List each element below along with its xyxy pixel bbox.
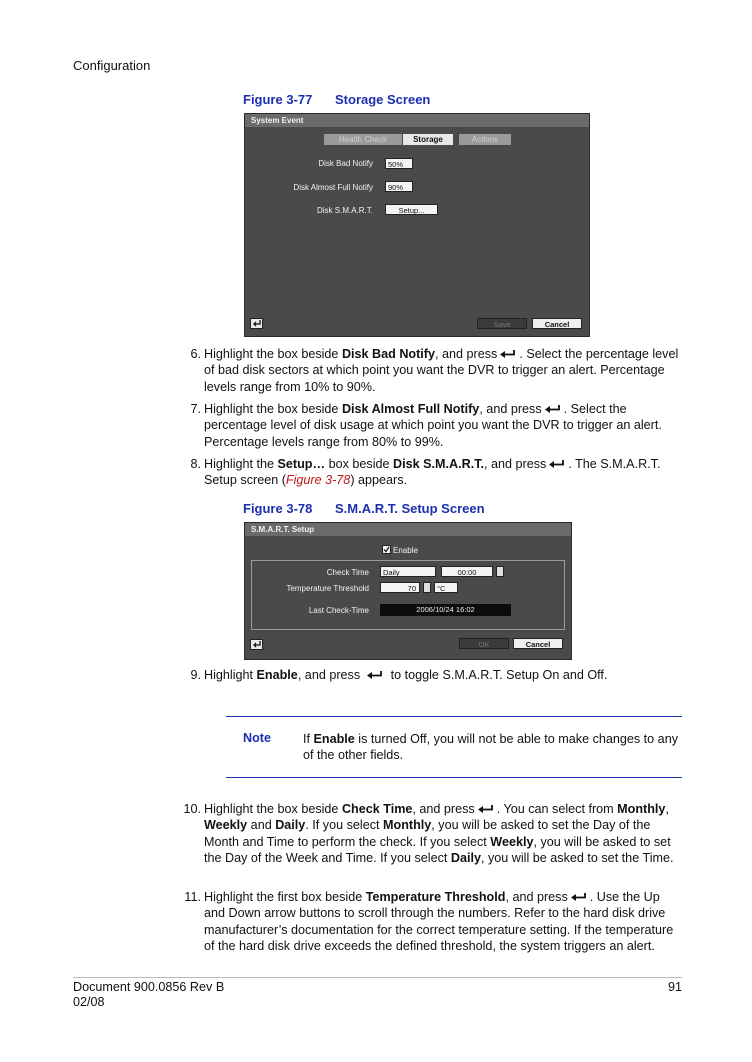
- check-time-input[interactable]: 00:00: [441, 566, 493, 577]
- step-number: 8.: [190, 457, 201, 471]
- check-time-mode-select[interactable]: Daily: [380, 566, 436, 577]
- ui-term: Daily: [275, 818, 306, 833]
- step-text-part: . If you select: [305, 818, 384, 833]
- step-number: 11.: [184, 890, 201, 904]
- step-text-part: Highlight the box beside: [204, 402, 342, 416]
- disk-bad-notify-select[interactable]: 50%: [385, 158, 413, 169]
- step-text-part: to toggle S.M.A.R.T. Setup On and Off.: [387, 668, 608, 682]
- ui-term: Check Time: [341, 802, 413, 816]
- note-text: [303, 731, 678, 764]
- step-text: [204, 801, 682, 866]
- ui-term: Disk Bad Notify: [341, 347, 436, 361]
- back-icon[interactable]: [250, 639, 263, 650]
- disk-almost-full-notify-select[interactable]: 90%: [385, 181, 413, 192]
- enable-label: Enable: [393, 546, 418, 555]
- ui-term: Weekly: [490, 834, 534, 849]
- step-text-part: , you will be asked to set the Day of the Month and Time to perform the check. If you select: [204, 818, 651, 849]
- ui-term: Weekly: [204, 818, 248, 833]
- figure-title: S.M.A.R.T. Setup Screen: [335, 501, 485, 516]
- smart-setup-screenshot: [244, 522, 572, 660]
- figure-caption: [243, 92, 430, 107]
- ui-term: Temperature Threshold: [365, 890, 506, 904]
- step-number: 9.: [190, 668, 201, 682]
- ui-term: Enable: [313, 732, 355, 746]
- figure-cross-reference-link[interactable]: Figure 3-78: [285, 473, 351, 488]
- ui-term: Monthly: [383, 818, 432, 833]
- step-text-part: , and press: [484, 457, 547, 471]
- temperature-spinner[interactable]: [423, 582, 431, 593]
- ui-term: Enable: [256, 668, 298, 682]
- enter-key-icon: [570, 892, 588, 902]
- step-text-part: , and press: [479, 402, 542, 416]
- enter-key-icon: [548, 459, 566, 469]
- enter-key-icon: [366, 670, 384, 680]
- ui-term: Setup…: [277, 457, 326, 471]
- step-text-part: , you will be asked to set the Time.: [480, 850, 674, 865]
- ui-term: Monthly: [617, 802, 666, 816]
- step-text-part: . Select the percentage level of bad disk sectors at which point you want the DVR to trigger an alert. Percentage levels range from 10% to 90%.: [204, 347, 679, 394]
- temperature-threshold-label: Temperature Threshold: [286, 584, 369, 593]
- step-text: [204, 456, 682, 489]
- cancel-button[interactable]: Cancel: [513, 638, 563, 649]
- step-number: 6.: [190, 347, 201, 361]
- document-date: 02/08: [73, 995, 105, 1009]
- step-11: [177, 889, 682, 971]
- enter-key-icon: [544, 404, 562, 414]
- temperature-input[interactable]: 70: [380, 582, 420, 593]
- last-check-time-label: Last Check-Time: [308, 606, 369, 615]
- save-button[interactable]: Save: [477, 318, 527, 329]
- step-text-part: box beside: [325, 457, 394, 471]
- note-label: Note: [243, 731, 271, 745]
- footer-rule: [73, 977, 682, 978]
- step-text-part: , and press: [505, 890, 568, 904]
- figure-number: Figure 3-77: [243, 92, 313, 107]
- step-text: [204, 401, 682, 450]
- ui-term: Daily: [450, 850, 481, 865]
- figure-number: Figure 3-78: [243, 501, 313, 516]
- disk-almost-full-notify-label: Disk Almost Full Notify: [293, 183, 373, 192]
- step-text-part: . The S.M.A.R.T. Setup screen (: [204, 457, 661, 488]
- step-number: 10.: [183, 802, 201, 816]
- step-number: 7.: [190, 402, 201, 416]
- document-number: Document 900.0856 Rev B: [73, 980, 225, 994]
- temperature-unit-select[interactable]: °C: [434, 582, 458, 593]
- figure-title: Storage Screen: [335, 92, 431, 107]
- tab-actions[interactable]: Actions: [459, 134, 511, 145]
- ok-button[interactable]: OK: [459, 638, 509, 649]
- section-heading: Configuration: [73, 58, 151, 73]
- figure-caption: [243, 501, 485, 516]
- step-text-part: ) appears.: [350, 473, 408, 488]
- footer-doc-info: [73, 980, 224, 1010]
- ui-term: Disk Almost Full Notify: [341, 402, 480, 416]
- page-number: 91: [667, 980, 682, 994]
- window-title: System Event: [245, 114, 589, 127]
- smart-setup-button[interactable]: Setup...: [385, 204, 438, 215]
- back-icon[interactable]: [250, 318, 263, 329]
- step-9: [177, 667, 682, 684]
- step-text-part: , and press: [412, 802, 475, 816]
- enter-key-icon: [499, 349, 517, 359]
- disk-smart-label: Disk S.M.A.R.T.: [316, 206, 373, 215]
- storage-screen-screenshot: [244, 113, 590, 337]
- step-text: [204, 667, 682, 683]
- tab-storage[interactable]: Storage: [403, 134, 453, 145]
- step-text-part: . Use the Up and Down arrow buttons to scroll through the numbers. Refer to the hard disk drive manufacturer’s documentation for the correct temperature setting. If the temperature of the hard disk drive exceeds the defined threshold, the system triggers an alert.: [204, 890, 674, 953]
- note-text-part: If: [303, 732, 314, 746]
- step-text-part: , and press: [435, 347, 498, 361]
- tab-health-check[interactable]: Health Check: [324, 134, 402, 145]
- enable-checkbox[interactable]: [382, 545, 391, 554]
- ui-term: Disk S.M.A.R.T.: [393, 457, 484, 471]
- step-text-part: Highlight the first box beside: [204, 890, 366, 904]
- note-text-part: is turned Off, you will not be able to make changes to any of the other fields.: [303, 732, 678, 763]
- note-top-rule: [226, 716, 682, 717]
- step-text-part: Highlight the box beside: [204, 347, 342, 361]
- time-spinner[interactable]: [496, 566, 504, 577]
- step-text-part: Highlight: [204, 668, 257, 682]
- step-text-part: ,: [665, 802, 669, 816]
- step-7: [177, 401, 682, 450]
- step-text-part: . Select the percentage level of disk usage at which point you want the DVR to trigger an alert. Percentage levels range from 80% to 99%.: [204, 402, 662, 449]
- step-text: [204, 346, 682, 395]
- cancel-button[interactable]: Cancel: [532, 318, 582, 329]
- note-bottom-rule: [226, 777, 682, 778]
- check-time-label: Check Time: [326, 568, 369, 577]
- step-text-part: and: [247, 818, 276, 833]
- step-10: [177, 801, 682, 883]
- step-8: [177, 456, 682, 489]
- step-text: [204, 889, 682, 954]
- step-text-part: , you will be asked to set the Day of the Week and Time. If you select: [204, 834, 671, 865]
- step-6: [177, 346, 682, 395]
- step-text-part: Highlight the: [204, 457, 278, 471]
- disk-bad-notify-label: Disk Bad Notify: [318, 159, 373, 168]
- step-text-part: , and press: [297, 668, 361, 682]
- last-check-time-value: 2006/10/24 16:02: [380, 604, 511, 616]
- step-text-part: . You can select from: [496, 802, 618, 816]
- enter-key-icon: [477, 804, 495, 814]
- step-text-part: Highlight the box beside: [204, 802, 342, 816]
- window-title: S.M.A.R.T. Setup: [245, 523, 571, 536]
